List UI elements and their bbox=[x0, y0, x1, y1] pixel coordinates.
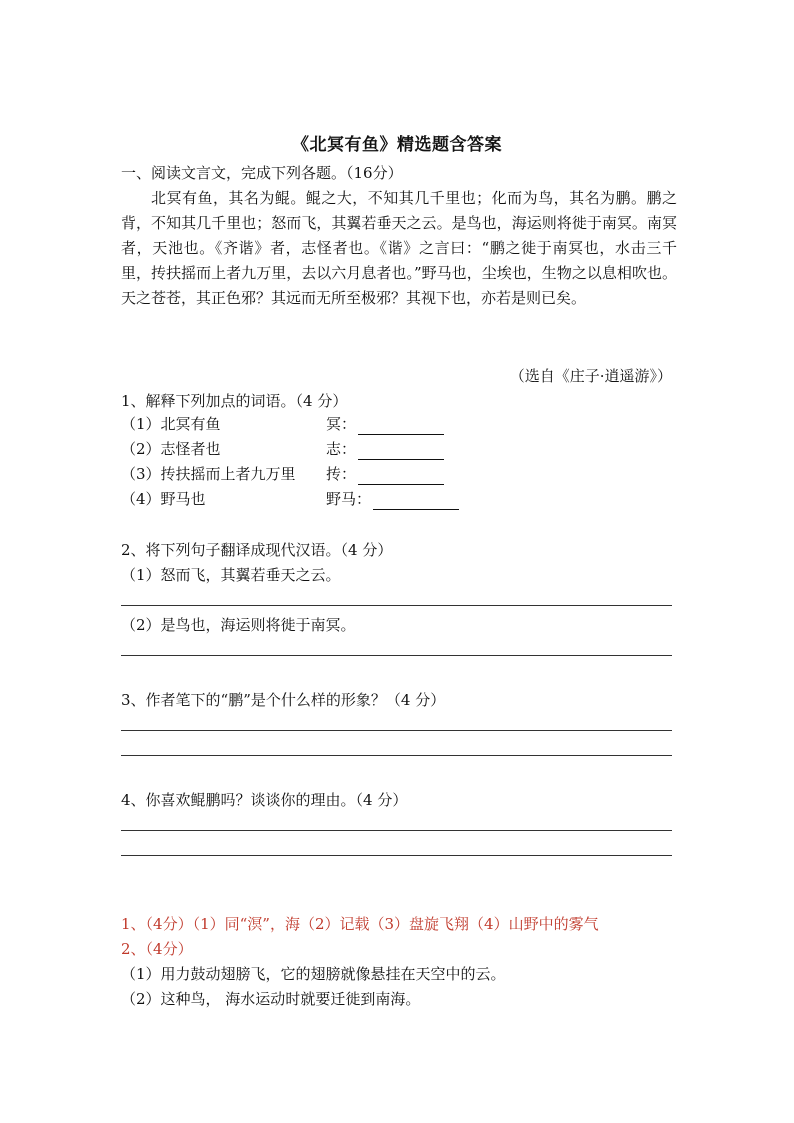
answer-blank[interactable] bbox=[358, 466, 444, 485]
answer-blank[interactable] bbox=[373, 491, 459, 510]
passage-text: 北冥有鱼，其名为鲲。鲲之大，不知其几千里也；化而为鸟，其名为鹏。鹏之背，不知其几千里也；怒而飞，其翼若垂天之云。是鸟也，海运则将徙于南冥。南冥者，天池也。《齐谐》者，志怪者也。《谐》之言曰：“鹏之徙于南冥也，水击三千里，抟扶摇而上者九万里，去以六月息者也。”野马也，尘埃也，生物之以息相吹也。天之苍苍，其正色邪？其远而无所至极邪？其视下也，亦若是则已矣。 bbox=[121, 189, 677, 307]
q1-item-word: 抟： bbox=[326, 465, 357, 483]
answer-blank[interactable] bbox=[358, 441, 444, 460]
q2-sentence-2: （2）是鸟也，海运则将徙于南冥。 bbox=[121, 616, 356, 634]
answer-2-heading: 2、（4分） bbox=[121, 940, 193, 958]
q3-heading: 3、作者笔下的“鹏”是个什么样的形象？（4 分） bbox=[121, 691, 446, 709]
q1-item-question: （4）野马也 bbox=[121, 490, 206, 508]
passage-source: （选自《庄子·逍遥游》） bbox=[509, 367, 672, 385]
q2-sentence-1: （1）怒而飞，其翼若垂天之云。 bbox=[121, 566, 341, 584]
q1-item-question: （2）志怪者也 bbox=[121, 440, 221, 458]
q4-heading: 4、你喜欢鲲鹏吗？谈谈你的理由。（4 分） bbox=[121, 791, 408, 809]
answer-line[interactable] bbox=[121, 730, 672, 731]
answer-2-part-2: （2）这种鸟， 海水运动时就要迁徙到南海。 bbox=[121, 990, 421, 1008]
q1-heading: 1、解释下列加点的词语。（4 分） bbox=[121, 392, 348, 410]
q1-item-question: （3）抟扶摇而上者九万里 bbox=[121, 465, 296, 483]
answer-line[interactable] bbox=[121, 855, 672, 856]
q1-item-word: 志： bbox=[326, 440, 357, 458]
q1-item-3 bbox=[121, 463, 444, 485]
section1-heading: 一、阅读文言文，完成下列各题。（16分） bbox=[121, 164, 403, 182]
q1-item-4 bbox=[121, 488, 459, 510]
q1-item-1 bbox=[121, 413, 444, 435]
answer-line[interactable] bbox=[121, 830, 672, 831]
q1-item-word: 冥： bbox=[326, 415, 357, 433]
q1-item-question: （1）北冥有鱼 bbox=[121, 415, 221, 433]
answer-1: 1、（4分）（1）同“溟”，海（2）记载（3）盘旋飞翔（4）山野中的雾气 bbox=[121, 915, 599, 933]
answer-line[interactable] bbox=[121, 605, 672, 606]
page-title: 《北冥有鱼》精选题含答案 bbox=[292, 135, 502, 155]
q1-item-2 bbox=[121, 438, 444, 460]
q1-item-word: 野马： bbox=[326, 490, 372, 508]
answer-line[interactable] bbox=[121, 655, 672, 656]
answer-blank[interactable] bbox=[358, 416, 444, 435]
answer-2-part-1: （1）用力鼓动翅膀飞，它的翅膀就像悬挂在天空中的云。 bbox=[121, 965, 506, 983]
answer-line[interactable] bbox=[121, 755, 672, 756]
q2-heading: 2、将下列句子翻译成现代汉语。（4 分） bbox=[121, 541, 393, 559]
